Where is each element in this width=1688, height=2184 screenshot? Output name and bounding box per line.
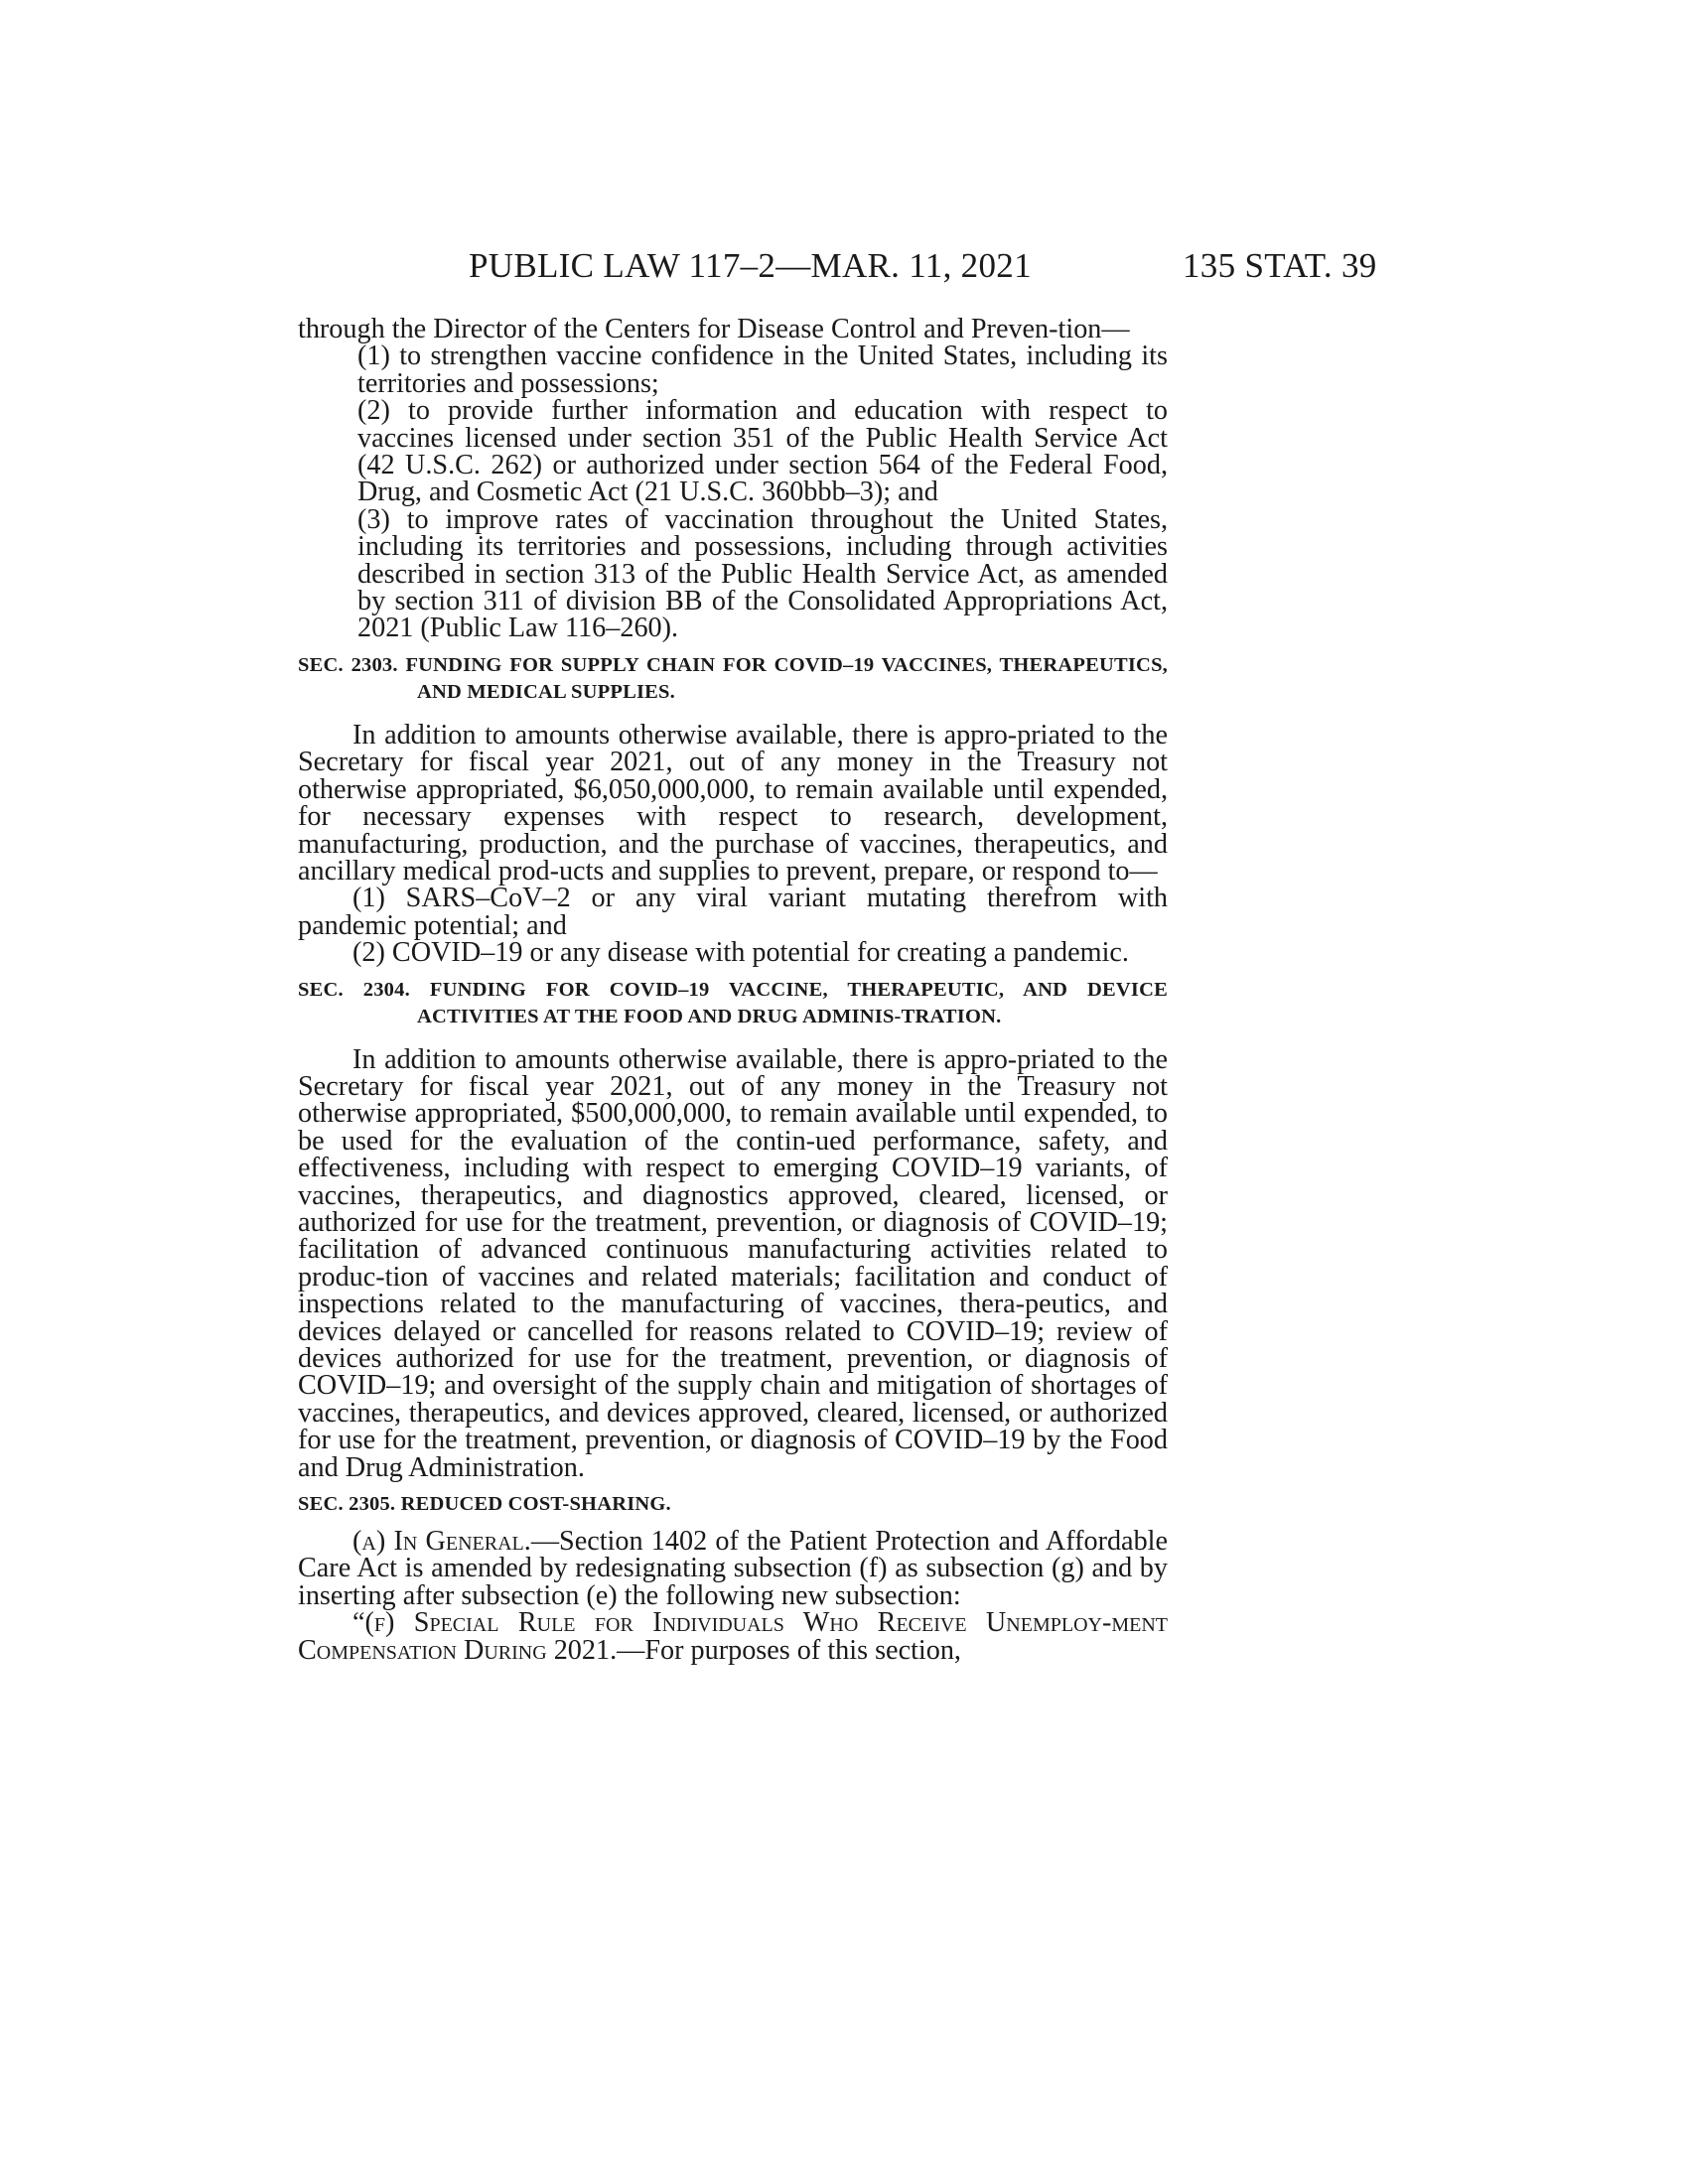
sec-2303-item-1: (1) SARS–CoV–2 or any viral variant mutating therefrom with pandemic potential; and	[298, 883, 1168, 941]
sec-2304-body: In addition to amounts otherwise available, there is appro-priated to the Secretary for fiscal year 2021, out of any money in the Treasury not otherwise appropriated, $500,000,000, to remain available until expended, to be used for the evaluation of the contin-ued performance, safety, and effectiveness, including with respect to emerging COVID–19 variants, of vaccines, therapeutics, and diagnostics approved, cleared, licensed, or authorized for use for the treatment, prevention, or diagnosis of COVID–19; facilitation of advanced continuous manufacturing activities related to produc-tion of vaccines and related materials; facilitation and conduct of inspections related to the manufacturing of vaccines, thera-peutics, and devices delayed or cancelled for reasons related to COVID–19; review of devices authorized for use for the treatment, prevention, or diagnosis of COVID–19; and oversight of the supply chain and mitigation of shortages of vaccines, therapeutics, and devices approved, cleared, licensed, or authorized for use for the treatment, prevention, or diagnosis of COVID–19 by the Food and Drug Administration.	[298, 1043, 1168, 1483]
document-body	[298, 316, 1168, 1664]
intro-paragraph: through the Director of the Centers for Disease Control and Preven-tion—	[298, 314, 1130, 344]
page-header-stat: 135 STAT. 39	[1183, 246, 1377, 285]
intro-item-1	[298, 342, 1168, 397]
sec-2305-subsection-a	[298, 1528, 1168, 1609]
sec-2305-f-body: —For purposes of this section,	[617, 1634, 961, 1666]
sec-2303-heading: SEC. 2303. FUNDING FOR SUPPLY CHAIN FOR COVID–19 VACCINES, THERAPEUTICS, AND MEDICAL SUPPLIES.	[298, 653, 1168, 703]
sec-2305-f-label: “(f) Special Rule for Individuals Who Receive Unemploy-ment Compensation During 2021.	[298, 1607, 1168, 1666]
sec-2305-a-label: (a) In General.	[352, 1526, 531, 1558]
page-header-title: PUBLIC LAW 117–2—MAR. 11, 2021	[469, 246, 1032, 285]
intro-item-2-text: (2) to provide further information and education with respect to vaccines licensed under section 351 of the Public Health Service Act (42 U.S.C. 262) or authorized under section 564 of the Federal Food, Drug, and Cosmetic Act (21 U.S.C. 360bbb–3); and	[357, 395, 1168, 508]
intro-item-2	[298, 397, 1168, 506]
sec-2305-subsection-f	[298, 1609, 1168, 1664]
intro-item-3-text: (3) to improve rates of vaccination throughout the United States, including its territories and possessions, including through activities described in section 313 of the Public Health Service Act, as amended by section 311 of division BB of the Consolidated Appropriations Act, 2021 (Public Law 116–260).	[357, 503, 1168, 644]
sec-2305-heading: SEC. 2305. REDUCED COST-SHARING.	[298, 1493, 671, 1516]
sec-2305-a-body: —Section 1402 of the Patient Protection and Affordable Care Act is amended by redesignating subsection (f) as subsection (g) and by inserting after subsection (e) the following new subsection:	[298, 1526, 1168, 1611]
sec-2303-body: In addition to amounts otherwise available, there is appro-priated to the Secretary for fiscal year 2021, out of any money in the Treasury not otherwise appropriated, $6,050,000,000, to remain available until expended, for necessary expenses with respect to research, development, manufacturing, production, and the purchase of vaccines, therapeutics, and ancillary medical prod-ucts and supplies to prevent, prepare, or respond to—	[298, 719, 1168, 887]
sec-2303-item-2: (2) COVID–19 or any disease with potential for creating a pandemic.	[352, 937, 1129, 969]
intro-item-1-text: (1) to strengthen vaccine confidence in the United States, including its territories and possessions;	[357, 341, 1168, 399]
sec-2304-heading: SEC. 2304. FUNDING FOR COVID–19 VACCINE, THERAPEUTIC, AND DEVICE ACTIVITIES AT THE FOOD AND DRUG ADMINIS-TRATION.	[298, 978, 1168, 1027]
intro-item-3	[298, 503, 1168, 644]
